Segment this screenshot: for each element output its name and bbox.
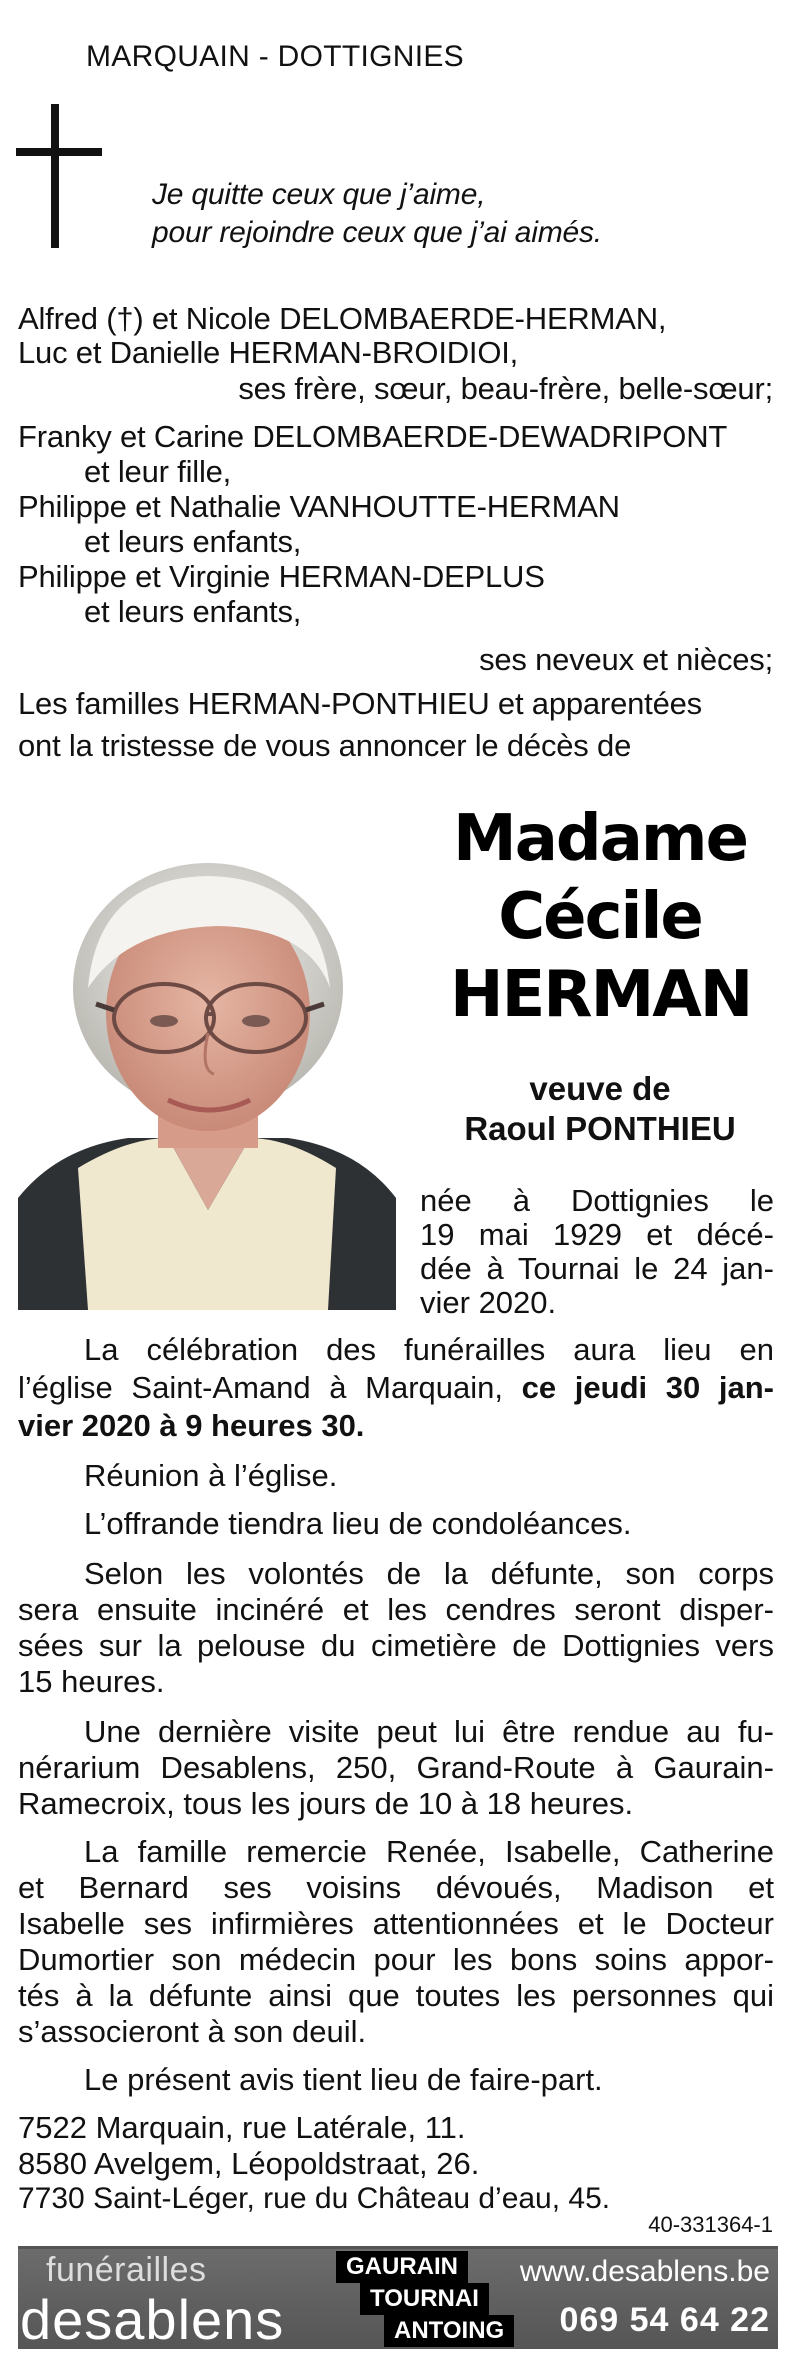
footer-city: ANTOING	[384, 2315, 514, 2347]
ceremony-date: ce jeudi 30 jan-	[521, 1370, 774, 1405]
family-line: Luc et Danielle HERMAN-BROIDIOI,	[18, 335, 519, 370]
deceased-last-name: HERMAN	[450, 958, 752, 1032]
footer-phone: 069 54 64 22	[559, 2301, 770, 2339]
header-places: MARQUAIN - DOTTIGNIES	[86, 40, 464, 73]
family-line: ses frère, sœur, beau-frère, belle-sœur;	[238, 371, 773, 406]
volontes-line: Selon les volontés de la défunte, son corps	[84, 1556, 774, 1591]
birth-line: 19 mai 1929 et décé-	[420, 1217, 774, 1252]
family-line: Philippe et Virginie HERMAN-DEPLUS	[18, 559, 545, 594]
spouse-name: Raoul PONTHIEU	[464, 1110, 736, 1147]
footer-website: www.desablens.be	[519, 2255, 770, 2288]
birth-line: dée à Tournai le 24 jan-	[420, 1251, 774, 1286]
remerciements-line: s’associeront à son deuil.	[18, 2014, 367, 2049]
reference-number: 40-331364-1	[648, 2212, 773, 2237]
remerciements-line: Dumortier son médecin pour les bons soins appor-	[18, 1942, 774, 1977]
ceremony-line: La célébration des funérailles aura lieu en	[84, 1332, 774, 1367]
ceremony-time: vier 2020 à 9 heures 30.	[18, 1408, 365, 1443]
footer-brand-top: funérailles	[46, 2251, 207, 2289]
address-line: 7730 Saint-Léger, rue du Château d’eau, 45.	[18, 2182, 611, 2215]
visite-line: nérarium Desablens, 250, Grand-Route à Gaurain-	[18, 1750, 774, 1785]
family-line: Franky et Carine DELOMBAERDE-DEWADRIPONT	[18, 419, 728, 454]
footer-city: TOURNAI	[360, 2283, 489, 2315]
remerciements-line: tés à la défunte ainsi que toutes les personnes qui	[18, 1978, 774, 2013]
funeral-home-footer	[18, 2246, 778, 2349]
quote-line-1: Je quitte ceux que j’aime,	[152, 178, 486, 211]
offrande-text: L’offrande tiendra lieu de condoléances.	[84, 1506, 632, 1541]
family-line: et leurs enfants,	[84, 594, 302, 629]
ceremony-line	[18, 1372, 774, 1403]
volontes-line: 15 heures.	[18, 1664, 165, 1699]
family-line: et leur fille,	[84, 454, 232, 489]
footer-city: GAURAIN	[336, 2251, 468, 2283]
visite-line: Ramecroix, tous les jours de 10 à 18 heures.	[18, 1786, 634, 1821]
birth-line: vier 2020.	[420, 1285, 557, 1320]
remerciements-line: et Bernard ses voisins dévoués, Madison et	[18, 1870, 774, 1905]
family-line: et leurs enfants,	[84, 524, 302, 559]
birth-death-info	[420, 1184, 774, 1320]
birth-line: née à Dottignies le	[420, 1183, 774, 1218]
family-line: ont la tristesse de vous annoncer le décès de	[18, 728, 632, 763]
footer-brand-bottom: desablens	[20, 2288, 285, 2351]
faire-part-text: Le présent avis tient lieu de faire-part.	[84, 2062, 603, 2097]
family-line: Philippe et Nathalie VANHOUTTE-HERMAN	[18, 489, 620, 524]
volontes-line: sées sur la pelouse du cimetière de Dottignies vers	[18, 1628, 774, 1663]
remerciements-line: Isabelle ses infirmières attentionnées et le Docteur	[18, 1906, 774, 1941]
family-line: Alfred (†) et Nicole DELOMBAERDE-HERMAN,	[18, 301, 667, 336]
deceased-name	[450, 800, 750, 1034]
visite-line: Une dernière visite peut lui être rendue au fu-	[84, 1714, 774, 1749]
quote-line-2: pour rejoindre ceux que j’ai aimés.	[152, 216, 602, 249]
deceased-title: Madame	[453, 802, 747, 876]
ceremony-place: l’église Saint-Amand à Marquain,	[18, 1370, 503, 1405]
address-line: 8580 Avelgem, Léopoldstraat, 26.	[18, 2146, 480, 2181]
address-line: 7522 Marquain, rue Latérale, 11.	[18, 2110, 466, 2145]
volontes-line: sera ensuite incinéré et les cendres seront disper-	[18, 1592, 774, 1627]
reunion-text: Réunion à l’église.	[84, 1458, 338, 1493]
deceased-first-name: Cécile	[498, 880, 702, 954]
family-line: ses neveux et nièces;	[479, 642, 773, 677]
widow-of-label: veuve de	[529, 1070, 671, 1107]
family-line: Les familles HERMAN-PONTHIEU et apparentées	[18, 686, 702, 721]
remerciements-line: La famille remercie Renée, Isabelle, Catherine	[84, 1834, 774, 1869]
portrait-photo	[18, 838, 396, 1310]
